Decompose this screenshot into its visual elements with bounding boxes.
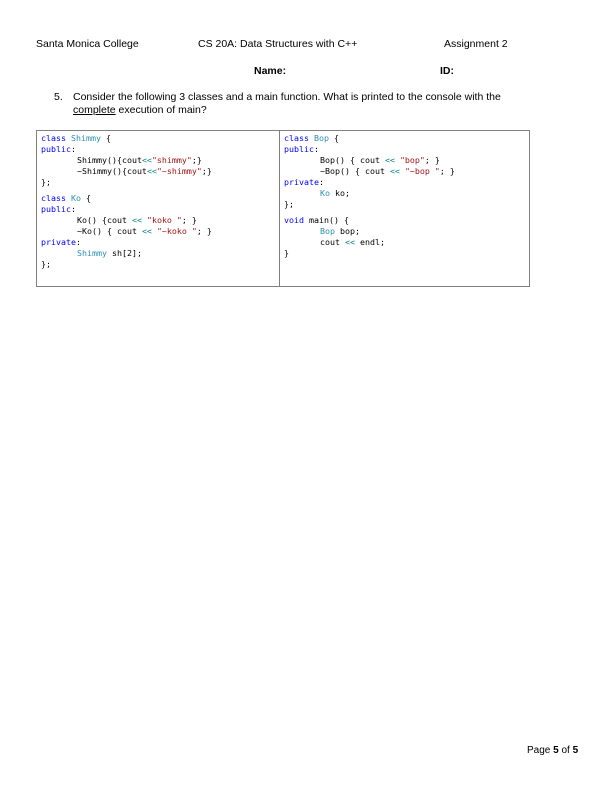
code-line: Shimmy(){cout<<"shimmy";}	[77, 155, 202, 165]
code-line: };	[284, 199, 294, 209]
code-line: private:	[284, 177, 324, 187]
code-line: Bop() { cout << "bop"; }	[320, 155, 440, 165]
question-text: Consider the following 3 classes and a main function. What is printed to the console with the complete execution of main?	[73, 91, 501, 116]
code-line: public:	[41, 204, 76, 214]
code-column-left	[37, 131, 280, 286]
code-line: Bop bop;	[320, 226, 360, 236]
page-number: Page 5 of 5	[527, 745, 579, 756]
id-label: ID:	[440, 65, 454, 77]
code-line: Shimmy sh[2];	[77, 248, 142, 258]
code-line: ~Ko() { cout << "~koko "; }	[77, 226, 212, 236]
assignment-label: Assignment 2	[444, 38, 508, 50]
code-line: public:	[41, 144, 76, 154]
code-line: class Ko {	[41, 193, 91, 203]
code-line: Ko ko;	[320, 188, 350, 198]
course-title: CS 20A: Data Structures with C++	[198, 38, 358, 50]
code-line: };	[41, 259, 51, 269]
code-line: class Bop {	[284, 133, 339, 143]
code-line: cout << endl;	[320, 237, 385, 247]
code-column-right	[280, 131, 529, 286]
code-line: ~Shimmy(){cout<<"~shimmy";}	[77, 166, 212, 176]
code-line: }	[284, 248, 289, 258]
code-line: private:	[41, 237, 81, 247]
code-line: void main() {	[284, 215, 349, 225]
code-table	[36, 130, 530, 287]
code-line: Ko() {cout << "koko "; }	[77, 215, 197, 225]
question-number: 5.	[54, 91, 63, 103]
college-name: Santa Monica College	[36, 38, 139, 50]
code-line: class Shimmy {	[41, 133, 111, 143]
code-line: public:	[284, 144, 319, 154]
name-label: Name:	[254, 65, 287, 77]
code-line: ~Bop() { cout << "~bop "; }	[320, 166, 455, 176]
code-line: };	[41, 177, 51, 187]
underlined-word: complete	[73, 104, 116, 116]
